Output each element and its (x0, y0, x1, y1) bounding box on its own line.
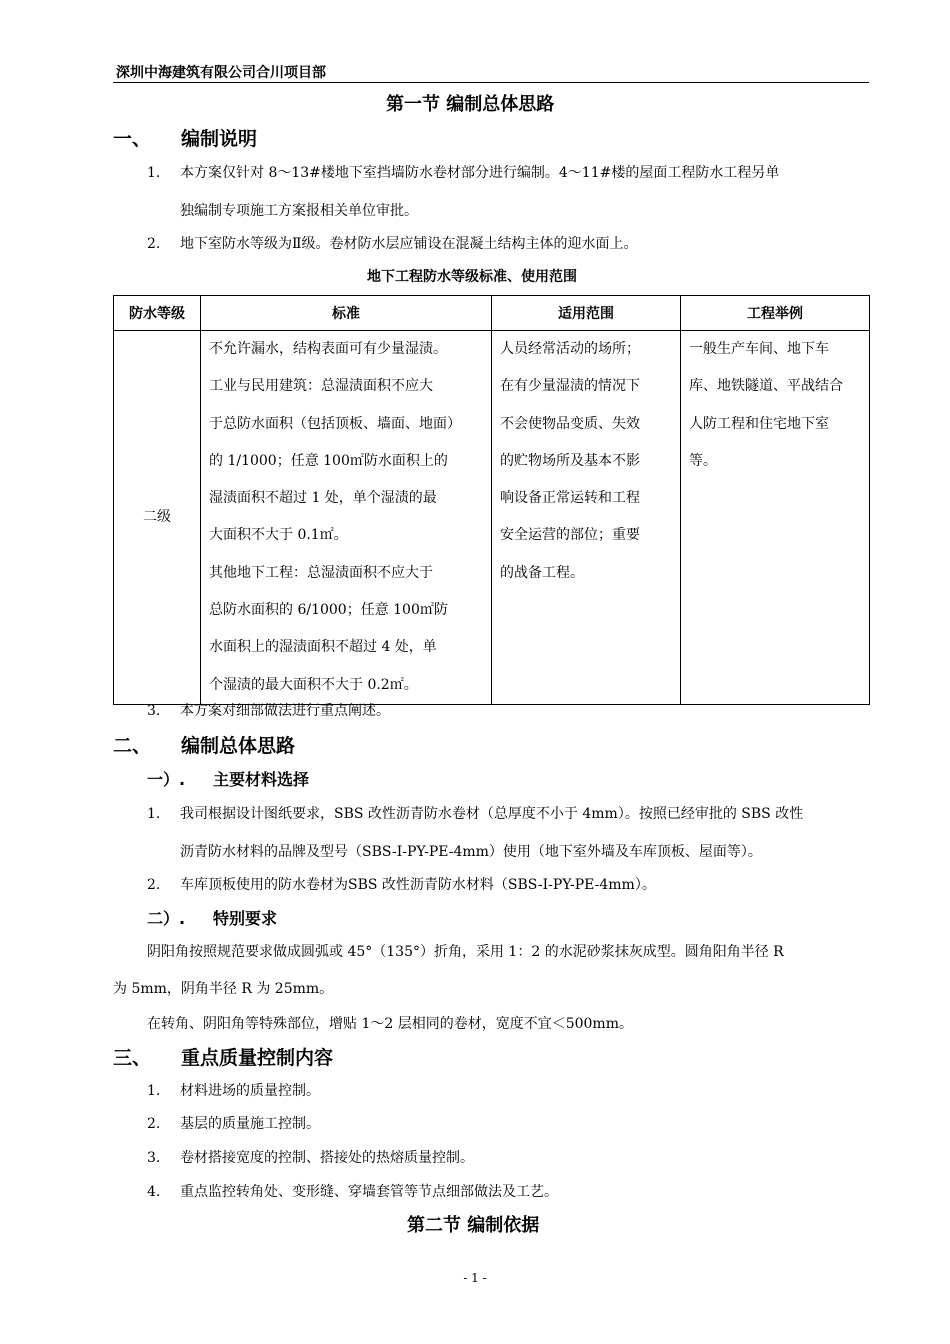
list-item-number: 3. (147, 703, 161, 719)
heading-number: 一、 (113, 128, 152, 150)
section-title-1: 第一节 编制总体思路 (386, 94, 555, 115)
heading-number: 二、 (113, 735, 152, 757)
list-item (147, 162, 779, 182)
list-item-number: 4. (147, 1184, 161, 1200)
cell-line: 工业与民用建筑：总湿渍面积不应大 (209, 378, 433, 395)
heading-number: 三、 (113, 1047, 152, 1069)
header-scope: 适用范围 (492, 296, 681, 331)
cell-line: 响设备正常运转和工程 (500, 490, 640, 507)
cell-line: 不允许漏水，结构表面可有少量湿渍。 (209, 341, 447, 357)
list-item-text: 本方案仅针对 8～13#楼地下室挡墙防水卷材部分进行编制。4～11#楼的屋面工程防水工程另单 (180, 165, 780, 181)
list-item (147, 803, 803, 823)
subheading-number: 一）. (147, 770, 186, 789)
list-item-number: 2. (147, 236, 161, 252)
list-item-number: 2. (147, 877, 161, 893)
cell-line: 一般生产车间、地下车 (689, 341, 829, 357)
subheading-text: 主要材料选择 (213, 770, 310, 789)
cell-line: 在有少量湿渍的情况下 (500, 378, 640, 395)
cell-line: 于总防水面积（包括顶板、墙面、地面） (209, 415, 461, 432)
header-grade: 防水等级 (114, 296, 201, 331)
table-title: 地下工程防水等级标准、使用范围 (367, 269, 577, 285)
cell-line: 总防水面积的 6/1000；任意 100㎡防 (209, 602, 448, 619)
cell-example (681, 331, 870, 705)
cell-line: 个湿渍的最大面积不大于 0.2㎡。 (209, 676, 418, 693)
cell-line: 安全运营的部位；重要 (500, 527, 640, 544)
list-item-number: 1. (147, 1083, 161, 1099)
heading-text: 编制总体思路 (181, 735, 296, 757)
heading-part-3 (113, 1043, 333, 1070)
subheading-text: 特别要求 (213, 909, 278, 928)
document-header: 深圳中海建筑有限公司合川项目部 (116, 65, 326, 81)
cell-line: 大面积不大于 0.1㎡。 (209, 527, 348, 544)
paragraph: 在转角、阴阳角等特殊部位，增贴 1～2 层相同的卷材，宽度不宜＜500mm。 (147, 1016, 633, 1032)
waterproof-grade-table (113, 295, 870, 705)
subheading-2 (147, 906, 277, 929)
list-item (147, 1080, 320, 1100)
list-item (147, 874, 656, 894)
cell-line: 的贮物场所及基本不影 (500, 452, 640, 469)
cell-line: 的 1/1000；任意 100㎡防水面积上的 (209, 452, 448, 469)
list-item-text: 本方案对细部做法进行重点阐述。 (180, 703, 390, 719)
heading-text: 编制说明 (181, 128, 258, 150)
cell-line: 不会使物品变质、失效 (500, 415, 640, 432)
heading-part-1 (113, 124, 257, 151)
cell-line: 库、地铁隧道、平战结合 (689, 378, 843, 395)
page-number: - 1 - (463, 1271, 487, 1285)
cell-line: 水面积上的湿渍面积不超过 4 处，单 (209, 639, 437, 656)
subheading-1 (147, 767, 309, 790)
cell-line: 人员经常活动的场所； (500, 341, 640, 357)
table-row (114, 331, 870, 705)
list-item-text: 基层的质量施工控制。 (180, 1116, 320, 1132)
list-item (147, 700, 390, 720)
list-item-text: 材料进场的质量控制。 (180, 1083, 320, 1099)
cell-line: 等。 (689, 452, 717, 469)
section-title-2: 第二节 编制依据 (407, 1215, 540, 1236)
subheading-number: 二）. (147, 909, 186, 928)
list-item (147, 233, 638, 253)
list-item-continuation: 独编制专项施工方案报相关单位审批。 (180, 203, 418, 219)
cell-line: 的战备工程。 (500, 564, 584, 581)
cell-line: 其他地下工程：总湿渍面积不应大于 (209, 564, 433, 581)
list-item (147, 1113, 320, 1133)
list-item-text: 车库顶板使用的防水卷材为SBS 改性沥青防水材料（SBS-Ⅰ-PY-PE-4mm）。 (180, 877, 656, 893)
list-item-text: 我司根据设计图纸要求，SBS 改性沥青防水卷材（总厚度不小于 4mm）。按照已经审批的 SBS 改性 (180, 806, 804, 822)
cell-grade: 二级 (114, 331, 201, 705)
header-rule (113, 82, 869, 83)
list-item-number: 1. (147, 165, 161, 181)
cell-line: 人防工程和住宅地下室 (689, 415, 829, 432)
header-example: 工程举例 (681, 296, 870, 331)
list-item (147, 1147, 474, 1167)
paragraph: 阴阳角按照规范要求做成圆弧或 45°（135°）折角，采用 1：2 的水泥砂浆抹灰成型。圆角阳角半径 R (147, 944, 784, 960)
list-item-text: 重点监控转角处、变形缝、穿墙套管等节点细部做法及工艺。 (180, 1184, 558, 1200)
table-header-row (114, 296, 870, 331)
cell-standard (201, 331, 492, 705)
heading-text: 重点质量控制内容 (181, 1047, 334, 1069)
cell-line: 湿渍面积不超过 1 处，单个湿渍的最 (209, 490, 437, 507)
list-item-text: 卷材搭接宽度的控制、搭接处的热熔质量控制。 (180, 1150, 474, 1166)
list-item-number: 1. (147, 806, 161, 822)
list-item-number: 2. (147, 1116, 161, 1132)
list-item-text: 地下室防水等级为Ⅱ级。卷材防水层应铺设在混凝土结构主体的迎水面上。 (180, 236, 638, 252)
paragraph-continuation: 为 5mm，阴角半径 R 为 25mm。 (113, 981, 334, 997)
header-standard: 标准 (201, 296, 492, 331)
cell-scope (492, 331, 681, 705)
list-item (147, 1181, 558, 1201)
heading-part-2 (113, 731, 295, 758)
list-item-number: 3. (147, 1150, 161, 1166)
list-item-continuation: 沥青防水材料的品牌及型号（SBS-Ⅰ-PY-PE-4mm）使用（地下室外墙及车库顶板、屋面等）。 (180, 844, 762, 860)
